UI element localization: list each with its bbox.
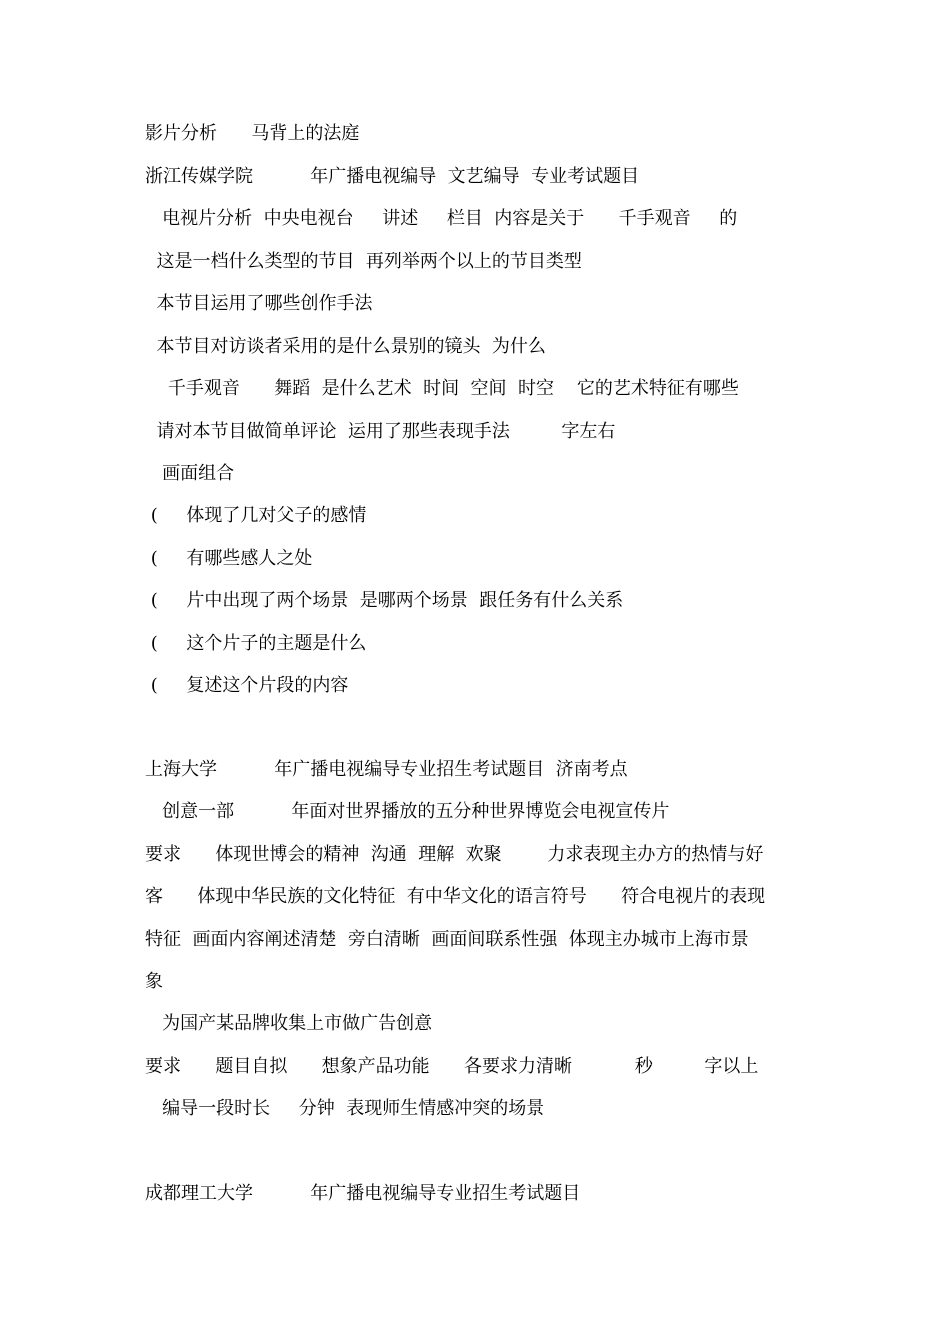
section-heading: 画面组合 [145, 463, 235, 484]
question-line: 请对本节目做简单评论 运用了那些表现手法 字左右 [145, 421, 616, 442]
question-line: 创意一部 年面对世界播放的五分种世界博览会电视宣传片 [145, 801, 670, 822]
list-item: ( 复述这个片段的内容 [145, 675, 349, 696]
paragraph-line: 客 体现中华民族的文化特征 有中华文化的语言符号 符合电视片的表现 [145, 886, 766, 907]
question-line: 为国产某品牌收集上市做广告创意 [145, 1013, 433, 1034]
shanghai-exam-heading: 上海大学 年广播电视编导专业招生考试题目 济南考点 [145, 759, 628, 780]
zhejiang-exam-heading: 浙江传媒学院 年广播电视编导 文艺编导 专业考试题目 [145, 166, 640, 187]
list-item: ( 这个片子的主题是什么 [145, 633, 367, 654]
film-analysis-title: 影片分析 马背上的法庭 [145, 123, 360, 144]
question-line: 编导一段时长 分钟 表现师生情感冲突的场景 [145, 1098, 545, 1119]
paragraph-line: 要求 题目自拟 想象产品功能 各要求力清晰 秒 字以上 [145, 1056, 759, 1077]
question-line: 本节目运用了哪些创作手法 [145, 293, 373, 314]
question-line: 这是一档什么类型的节目 再列举两个以上的节目类型 [145, 251, 582, 272]
list-item: ( 有哪些感人之处 [145, 548, 313, 569]
question-line: 千手观音 舞蹈 是什么艺术 时间 空间 时空 它的艺术特征有哪些 [145, 378, 739, 399]
paragraph-line: 象 [145, 971, 163, 992]
paragraph-line: 特征 画面内容阐述清楚 旁白清晰 画面间联系性强 体现主办城市上海市景 [145, 929, 749, 950]
tv-analysis-line: 电视片分析 中央电视台 讲述 栏目 内容是关于 千手观音 的 [145, 208, 738, 229]
question-line: 本节目对访谈者采用的是什么景别的镜头 为什么 [145, 336, 546, 357]
chengdu-exam-heading: 成都理工大学 年广播电视编导专业招生考试题目 [145, 1183, 581, 1204]
paragraph-line: 要求 体现世博会的精神 沟通 理解 欢聚 力求表现主办方的热情与好 [145, 844, 764, 865]
list-item: ( 体现了几对父子的感情 [145, 505, 367, 526]
list-item: ( 片中出现了两个场景 是哪两个场景 跟任务有什么关系 [145, 590, 624, 611]
